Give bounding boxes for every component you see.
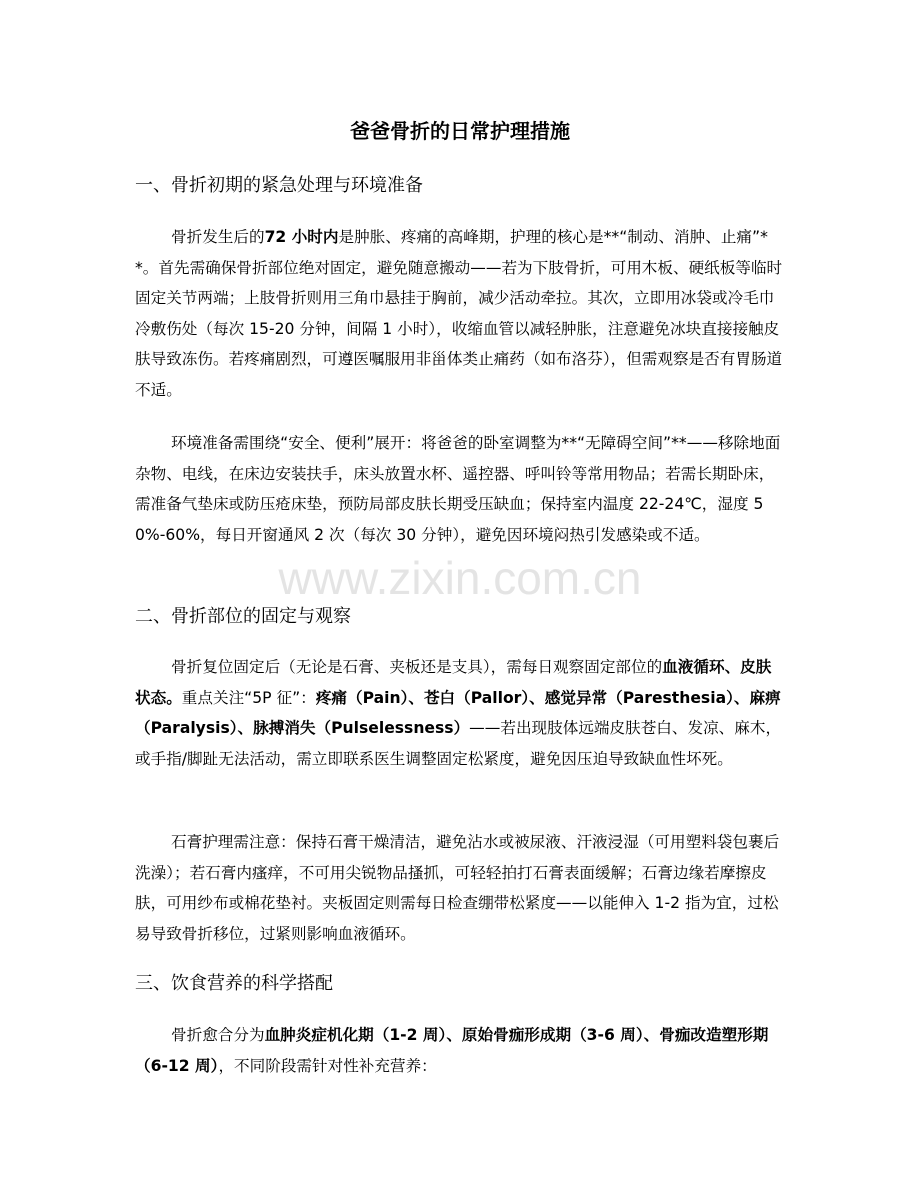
section1-paragraph2: 环境准备需围绕“安全、便利”展开：将爸爸的卧室调整为**“无障碍空间”**——移除地面杂物、电线，在床边安装扶手，床头放置水杯、遥控器、呼叫铃等常用物品；若需长期卧床，需准备气垫床或防压疮床垫，预防局部皮肤长期受压缺血；保持室内温度 22-24℃，湿度 50%-60%，每日开窗通风 2 次（每次 30 分钟），避免因环境闷热引发感染或不适。 xyxy=(135,434,781,544)
bold-circulation: 血液循环、皮肤状态。 xyxy=(135,658,772,707)
document-title: 爸爸骨折的日常护理措施 xyxy=(350,119,570,143)
section2-paragraph1: 骨折复位固定后（无论是石膏、夹板还是支具），需每日观察固定部位的血液循环、皮肤状态。重点关注“5P 征”：疼痛（Pain）、苍白（Pallor）、感觉异常（Paresthesia）、麻痹（Paralysis）、脉搏消失（Pulselessness）——若出现肢体远端皮肤苍白、发凉、麻木，或手指/脚趾无法活动，需立即联系医生调整固定松紧度，避免因压迫导致缺血性坏死。 xyxy=(135,658,782,768)
bold-5p-signs: 疼痛（Pain）、苍白（Pallor）、感觉异常（Paresthesia）、麻痹（Paralysis）、脉搏消失（Pulselessness） xyxy=(135,688,781,738)
section3-heading: 三、饮食营养的科学搭配 xyxy=(135,973,333,994)
bold-healing-phases: 血肿炎症机化期（1-2 周）、原始骨痂形成期（3-6 周）、骨痂改造塑形期（6-12 周） xyxy=(135,1026,769,1075)
section2-heading: 二、骨折部位的固定与观察 xyxy=(135,606,351,627)
section1-heading: 一、骨折初期的紧急处理与环境准备 xyxy=(135,175,423,196)
section1-paragraph1: 骨折发生后的72 小时内是肿胀、疼痛的高峰期，护理的核心是**“制动、消肿、止痛”**。首先需确保骨折部位绝对固定，避免随意搬动——若为下肢骨折，可用木板、硬纸板等临时固定关节两端；上肢骨折则用三角巾悬挂于胸前，减少活动牵拉。其次，立即用冰袋或冷毛巾冷敷伤处（每次 15-20 分钟，间隔 1 小时），收缩血管以减轻肿胀，注意避免冰块直接接触皮肤导致冻伤。若疼痛剧烈，可遵医嘱服用非甾体类止痛药（如布洛芬），但需观察是否有胃肠道不适。 xyxy=(135,228,783,399)
watermark: www.zixin.com.cn xyxy=(278,552,642,604)
section2-paragraph2: 石膏护理需注意：保持石膏干燥清洁，避免沾水或被尿液、汗液浸湿（可用塑料袋包裹后洗澡）；若石膏内瘙痒，不可用尖锐物品搔抓，可轻轻拍打石膏表面缓解；石膏边缘若摩擦皮肤，可用纱布或棉花垫衬。夹板固定则需每日检查绷带松紧度——以能伸入 1-2 指为宜，过松易导致骨折移位，过紧则影响血液循环。 xyxy=(135,833,780,943)
bold-72-hours: 72 小时内 xyxy=(264,228,339,246)
section3-paragraph1: 骨折愈合分为血肿炎症机化期（1-2 周）、原始骨痂形成期（3-6 周）、骨痂改造塑形期（6-12 周），不同阶段需针对性补充营养： xyxy=(135,1026,769,1075)
